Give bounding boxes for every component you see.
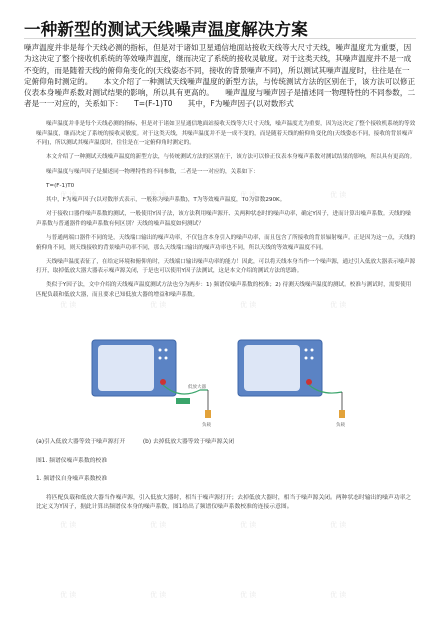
- article-body: [36, 120, 416, 305]
- watermark: 优 读: [150, 191, 167, 199]
- title-divider: [24, 38, 416, 39]
- watermark: 优 读: [150, 591, 167, 599]
- watermark: 优 读: [330, 191, 347, 199]
- load-label-b: 负载: [336, 423, 345, 428]
- watermark: 优 读: [60, 521, 77, 529]
- watermark: 优 读: [240, 521, 257, 529]
- watermark: 优 读: [60, 301, 77, 309]
- body-paragraph: 其中，F为噪声因子(以对数形式表示，一般称为噪声系数)，T为等效噪声温度，T0为常数290K。: [46, 196, 286, 203]
- step-heading: 1. 频谱仪自身噪声系数校准: [36, 476, 108, 483]
- calibration-figure: [90, 338, 360, 428]
- spectrum-analyzer-a: [92, 340, 176, 396]
- load-a: [205, 410, 211, 418]
- body-paragraph: 天线噪声温度表征了，在给定环境和俯仰角时，天线端口输出噪声功率的能力！因此，可以将天线本身当作一个噪声源，通过引入低放大器表示噪声源打开，取掉低放大器大器表示噪声源关闭，于是也可以使用Y因子法测试，这是本文介绍的测试方法的思路。: [36, 258, 416, 275]
- body-paragraph: 与普通两端口器件不同的是，天线端口输出的噪声功率，不仅包含本身引入的噪声功率，而且包含了所接收的背景辐射噪声。正是因为这一点，天线的俯仰角不同，则天线接收的背景噪声功率不同，那么天线端口输出的噪声功率也不同，所以天线的等效噪声温度不同。: [36, 234, 416, 251]
- figure-captions: [36, 438, 416, 517]
- watermark: 优 读: [60, 191, 77, 199]
- body-paragraph: 噪声温度并非是每个天线必测的指标，但是对于诸如卫星通信地面站接收天线等大尺寸天线，噪声温度尤为重要，因为这决定了整个接收机系统的等效噪声温度，继而决定了系统的接收灵敏度。对于这类天线，其噪声温度并不是一成不变的，而是随着天线的俯仰角变化的(天线姿态不同，接收的背景噪声不同)，所以测试其噪声温度时，往往是在一定俯仰角时测定的。: [36, 121, 416, 147]
- watermark: 优 读: [60, 591, 77, 599]
- page-title: 一种新型的测试天线噪声温度解决方案: [24, 20, 308, 39]
- watermark: 优 读: [150, 521, 167, 529]
- body-paragraph: 对于接收口器件噪声系数的测试，一般使用Y因子法，该方法利用噪声源开、关两种状态时的噪声功率，确定Y因子，进而计算出噪声系数。天线的噪声系数与普通器件的噪声系数有何区别？天线的噪声温度如何测试？: [36, 211, 411, 227]
- watermark: 优 读: [240, 191, 257, 199]
- load-label-a: 负载: [202, 423, 211, 428]
- watermark: 优 读: [330, 521, 347, 529]
- caption-row: [36, 438, 416, 448]
- caption-b: (b) 去掉低放大器等效于噪声源关闭: [142, 439, 235, 445]
- formula: T=(F-1)T0: [46, 182, 75, 189]
- watermark: 优 读: [240, 591, 257, 599]
- watermark: 优 读: [330, 301, 347, 309]
- figure-title: 图1. 频谱仪噪声系数的校准: [36, 457, 108, 464]
- watermark: 优 读: [330, 591, 347, 599]
- spectrum-analyzer-b: [238, 340, 322, 396]
- lna-label: 低放大器: [188, 385, 206, 390]
- intro-paragraph: 噪声温度并非是每个天线必测的指标，但是对于诸如卫星通信地面站接收天线等大尺寸天线，噪声温度尤为重要，因为这决定了整个接收机系统的等效噪声温度，继而决定了系统的接收灵敏度。对于这类天线，其噪声温度并不是一成不变的，而是随着天线的俯仰角变化的(天线姿态不同，接收的背景噪声不同)，所以测试其噪声温度时，往往是在一定俯仰角时测定的。 本文介绍了一种测试天线噪声温度的新型方法，与传统测试方法的区别在于，该方法可以修正仪表本身噪声系数对测试结果的影响，所以具有更高的。 噪声温度与噪声因子是描述同一物理特性的不同参数，二者是一一对应的，关系如下： T=(F-1)T0 其中，F为噪声因子(以对数形式: [24, 43, 416, 109]
- body-paragraph: 本文介绍了一种测试天线噪声温度的新型方法，与传统测试方法的区别在于，该方法可以修正仪表本身噪声系数对测试结果的影响，所以具有更高的。: [46, 154, 416, 161]
- watermark: 优 读: [240, 301, 257, 309]
- caption-a: (a)引入低放大器等效于噪声源打开: [36, 439, 126, 445]
- load-b: [339, 410, 345, 418]
- body-paragraph: 类似于Y因子法，文中介绍的天线噪声温度测试方法也分为两步：1) 频谱仪噪声系数的校准；2) 待测天线噪声温度的测试。校准与测试时，需要使用匹配负载和低放大器，而且要求已知低放大器的增益和噪声系数。: [36, 282, 412, 299]
- step-text: 将匹配负载和低放大器当作噪声源，引入低放大器时，相当于噪声源打开；去掉低放大器时，相当于噪声源关闭。两种状态时输出的噪声功率之比定义为Y因子，据此计算出频谱仪本身的噪声系数，图1给出了频谱仪噪声系数校准的连接示意图。: [36, 494, 412, 511]
- body-paragraph: 噪声温度与噪声因子是描述同一物理特性的不同参数，二者是一一对应的，关系如下：: [46, 168, 259, 175]
- lna-box: [176, 398, 190, 404]
- watermark: 优 读: [150, 301, 167, 309]
